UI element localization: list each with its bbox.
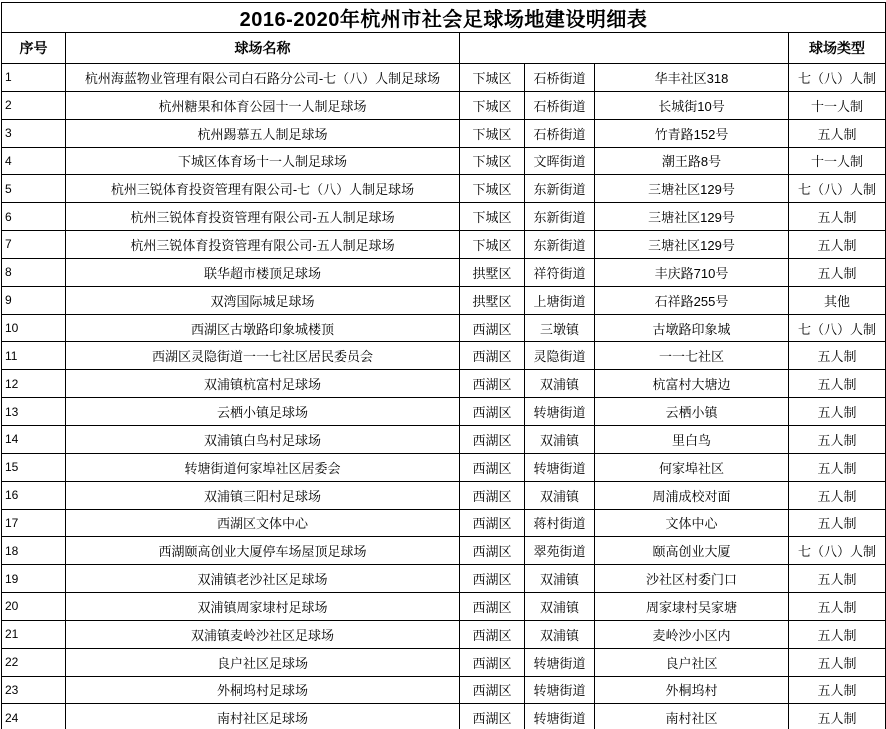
title-row [2, 3, 886, 33]
row-index-cell: 10 [2, 314, 66, 342]
field-type-cell: 七（八）人制 [789, 537, 886, 565]
address-cell: 外桐坞村 [595, 676, 789, 704]
header-index: 序号 [2, 33, 66, 64]
row-index-cell: 15 [2, 453, 66, 481]
district-cell: 下城区 [460, 64, 525, 92]
street-cell: 转塘街道 [525, 704, 595, 729]
district-cell: 西湖区 [460, 370, 525, 398]
street-cell: 双浦镇 [525, 370, 595, 398]
address-cell: 古墩路印象城 [595, 314, 789, 342]
field-type-cell: 五人制 [789, 370, 886, 398]
field-name-cell: 双浦镇周家埭村足球场 [66, 593, 460, 621]
table-row [2, 620, 886, 648]
street-cell: 灵隐街道 [525, 342, 595, 370]
street-cell: 东新街道 [525, 231, 595, 259]
row-index-cell: 6 [2, 203, 66, 231]
street-cell: 三墩镇 [525, 314, 595, 342]
address-cell: 良户社区 [595, 648, 789, 676]
address-cell: 丰庆路710号 [595, 258, 789, 286]
row-index-cell: 22 [2, 648, 66, 676]
street-cell: 双浦镇 [525, 620, 595, 648]
street-cell: 转塘街道 [525, 453, 595, 481]
address-cell: 周浦成校对面 [595, 481, 789, 509]
row-index-cell: 5 [2, 175, 66, 203]
district-cell: 西湖区 [460, 314, 525, 342]
field-name-cell: 南村社区足球场 [66, 704, 460, 729]
district-cell: 西湖区 [460, 398, 525, 426]
field-type-cell: 五人制 [789, 258, 886, 286]
field-name-cell: 杭州三锐体育投资管理有限公司-五人制足球场 [66, 231, 460, 259]
address-cell: 长城街10号 [595, 91, 789, 119]
row-index-cell: 11 [2, 342, 66, 370]
address-cell: 石祥路255号 [595, 286, 789, 314]
row-index-cell: 17 [2, 509, 66, 537]
address-cell: 三塘社区129号 [595, 175, 789, 203]
table-row [2, 370, 886, 398]
district-cell: 下城区 [460, 231, 525, 259]
football-fields-table [1, 2, 886, 729]
street-cell: 翠苑街道 [525, 537, 595, 565]
field-type-cell: 七（八）人制 [789, 175, 886, 203]
street-cell: 石桥街道 [525, 64, 595, 92]
district-cell: 下城区 [460, 203, 525, 231]
district-cell: 西湖区 [460, 509, 525, 537]
district-cell: 下城区 [460, 91, 525, 119]
street-cell: 转塘街道 [525, 676, 595, 704]
table-row [2, 91, 886, 119]
table-row [2, 648, 886, 676]
address-cell: 杭富村大塘边 [595, 370, 789, 398]
table-row [2, 704, 886, 729]
table-row [2, 64, 886, 92]
field-type-cell: 五人制 [789, 231, 886, 259]
field-type-cell: 五人制 [789, 648, 886, 676]
field-type-cell: 七（八）人制 [789, 64, 886, 92]
row-index-cell: 24 [2, 704, 66, 729]
street-cell: 石桥街道 [525, 91, 595, 119]
district-cell: 西湖区 [460, 704, 525, 729]
address-cell: 沙社区村委门口 [595, 565, 789, 593]
table-row [2, 398, 886, 426]
row-index-cell: 20 [2, 593, 66, 621]
field-name-cell: 外桐坞村足球场 [66, 676, 460, 704]
row-index-cell: 14 [2, 425, 66, 453]
field-type-cell: 五人制 [789, 676, 886, 704]
field-type-cell: 十一人制 [789, 147, 886, 175]
address-cell: 三塘社区129号 [595, 203, 789, 231]
table-row [2, 342, 886, 370]
row-index-cell: 16 [2, 481, 66, 509]
district-cell: 下城区 [460, 175, 525, 203]
street-cell: 东新街道 [525, 175, 595, 203]
field-name-cell: 杭州三锐体育投资管理有限公司-七（八）人制足球场 [66, 175, 460, 203]
field-type-cell: 五人制 [789, 398, 886, 426]
field-name-cell: 西湖颐高创业大厦停车场屋顶足球场 [66, 537, 460, 565]
district-cell: 西湖区 [460, 453, 525, 481]
row-index-cell: 2 [2, 91, 66, 119]
field-type-cell: 五人制 [789, 203, 886, 231]
field-name-cell: 双浦镇麦岭沙社区足球场 [66, 620, 460, 648]
field-type-cell: 五人制 [789, 119, 886, 147]
street-cell: 蒋村街道 [525, 509, 595, 537]
table-row [2, 147, 886, 175]
table-row [2, 286, 886, 314]
address-cell: 竹青路152号 [595, 119, 789, 147]
field-name-cell: 双浦镇杭富村足球场 [66, 370, 460, 398]
field-name-cell: 双浦镇白鸟村足球场 [66, 425, 460, 453]
field-name-cell: 云栖小镇足球场 [66, 398, 460, 426]
row-index-cell: 7 [2, 231, 66, 259]
street-cell: 东新街道 [525, 203, 595, 231]
field-type-cell: 其他 [789, 286, 886, 314]
table-row [2, 258, 886, 286]
field-name-cell: 西湖区灵隐街道一一七社区居民委员会 [66, 342, 460, 370]
table-title: 2016-2020年杭州市社会足球场地建设明细表 [2, 3, 886, 33]
field-type-cell: 十一人制 [789, 91, 886, 119]
district-cell: 西湖区 [460, 425, 525, 453]
street-cell: 双浦镇 [525, 425, 595, 453]
table-body [2, 64, 886, 729]
header-middle-merged [460, 33, 789, 64]
table-row [2, 314, 886, 342]
address-cell: 文体中心 [595, 509, 789, 537]
field-type-cell: 五人制 [789, 704, 886, 729]
district-cell: 拱墅区 [460, 286, 525, 314]
street-cell: 转塘街道 [525, 648, 595, 676]
table-row [2, 203, 886, 231]
table-row [2, 119, 886, 147]
table-row [2, 425, 886, 453]
table-row [2, 676, 886, 704]
field-type-cell: 五人制 [789, 342, 886, 370]
field-name-cell: 联华超市楼顶足球场 [66, 258, 460, 286]
table-row [2, 175, 886, 203]
table-row [2, 231, 886, 259]
field-name-cell: 双浦镇老沙社区足球场 [66, 565, 460, 593]
table-row [2, 453, 886, 481]
field-name-cell: 西湖区古墩路印象城楼顶 [66, 314, 460, 342]
field-type-cell: 五人制 [789, 481, 886, 509]
field-type-cell: 五人制 [789, 593, 886, 621]
district-cell: 西湖区 [460, 648, 525, 676]
field-name-cell: 良户社区足球场 [66, 648, 460, 676]
street-cell: 石桥街道 [525, 119, 595, 147]
field-name-cell: 双浦镇三阳村足球场 [66, 481, 460, 509]
field-name-cell: 杭州糖果和体育公园十一人制足球场 [66, 91, 460, 119]
field-name-cell: 下城区体育场十一人制足球场 [66, 147, 460, 175]
street-cell: 双浦镇 [525, 593, 595, 621]
street-cell: 祥符街道 [525, 258, 595, 286]
street-cell: 双浦镇 [525, 481, 595, 509]
table-row [2, 593, 886, 621]
address-cell: 麦岭沙小区内 [595, 620, 789, 648]
street-cell: 双浦镇 [525, 565, 595, 593]
field-type-cell: 五人制 [789, 565, 886, 593]
row-index-cell: 19 [2, 565, 66, 593]
row-index-cell: 3 [2, 119, 66, 147]
address-cell: 何家埠社区 [595, 453, 789, 481]
district-cell: 下城区 [460, 147, 525, 175]
field-name-cell: 杭州海蓝物业管理有限公司白石路分公司-七（八）人制足球场 [66, 64, 460, 92]
header-row [2, 33, 886, 64]
row-index-cell: 4 [2, 147, 66, 175]
row-index-cell: 8 [2, 258, 66, 286]
district-cell: 西湖区 [460, 565, 525, 593]
street-cell: 上塘街道 [525, 286, 595, 314]
address-cell: 潮王路8号 [595, 147, 789, 175]
header-field-type: 球场类型 [789, 33, 886, 64]
field-name-cell: 转塘街道何家埠社区居委会 [66, 453, 460, 481]
district-cell: 西湖区 [460, 620, 525, 648]
district-cell: 西湖区 [460, 481, 525, 509]
field-type-cell: 七（八）人制 [789, 314, 886, 342]
address-cell: 周家埭村吴家塘 [595, 593, 789, 621]
field-name-cell: 双湾国际城足球场 [66, 286, 460, 314]
row-index-cell: 18 [2, 537, 66, 565]
district-cell: 西湖区 [460, 342, 525, 370]
table-row [2, 565, 886, 593]
address-cell: 一一七社区 [595, 342, 789, 370]
header-field-name: 球场名称 [66, 33, 460, 64]
row-index-cell: 1 [2, 64, 66, 92]
field-type-cell: 五人制 [789, 620, 886, 648]
address-cell: 华丰社区318 [595, 64, 789, 92]
field-name-cell: 杭州踢慕五人制足球场 [66, 119, 460, 147]
row-index-cell: 12 [2, 370, 66, 398]
field-name-cell: 西湖区文体中心 [66, 509, 460, 537]
district-cell: 西湖区 [460, 676, 525, 704]
street-cell: 文晖街道 [525, 147, 595, 175]
row-index-cell: 9 [2, 286, 66, 314]
address-cell: 南村社区 [595, 704, 789, 729]
district-cell: 下城区 [460, 119, 525, 147]
table-row [2, 537, 886, 565]
district-cell: 西湖区 [460, 593, 525, 621]
field-type-cell: 五人制 [789, 453, 886, 481]
row-index-cell: 13 [2, 398, 66, 426]
row-index-cell: 23 [2, 676, 66, 704]
district-cell: 拱墅区 [460, 258, 525, 286]
address-cell: 颐高创业大厦 [595, 537, 789, 565]
field-type-cell: 五人制 [789, 509, 886, 537]
table-row [2, 509, 886, 537]
field-type-cell: 五人制 [789, 425, 886, 453]
address-cell: 里白鸟 [595, 425, 789, 453]
row-index-cell: 21 [2, 620, 66, 648]
street-cell: 转塘街道 [525, 398, 595, 426]
address-cell: 云栖小镇 [595, 398, 789, 426]
district-cell: 西湖区 [460, 537, 525, 565]
field-name-cell: 杭州三锐体育投资管理有限公司-五人制足球场 [66, 203, 460, 231]
address-cell: 三塘社区129号 [595, 231, 789, 259]
table-row [2, 481, 886, 509]
